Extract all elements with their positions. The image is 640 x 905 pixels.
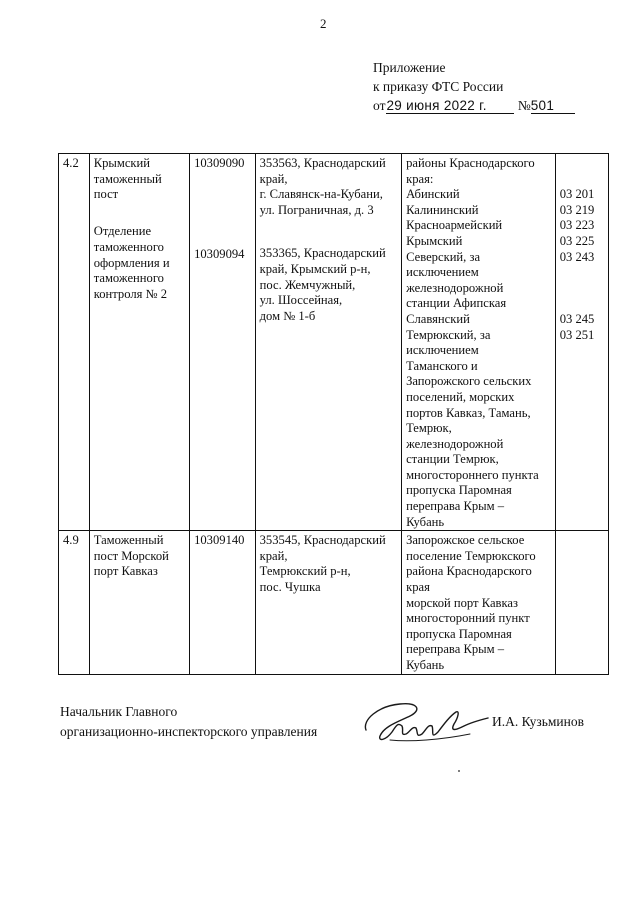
oktmo-code	[560, 265, 605, 281]
scan-dot	[458, 770, 460, 772]
oktmo-code: 03 201	[559, 187, 595, 202]
oktmo-code	[560, 172, 605, 188]
post-code-cell	[190, 531, 256, 674]
page-number: 2	[320, 16, 327, 31]
order-date: 29 июня 2022 г.	[386, 98, 514, 114]
appendix-title: Приложение	[373, 60, 446, 75]
table-row	[59, 531, 609, 674]
table-row	[59, 154, 609, 531]
date-prefix: от	[373, 98, 386, 113]
post-address: 353563, Краснодарский край, г. Славянск-на-Кубани, ул. Пограничная, д. 3	[259, 156, 386, 217]
jurisdiction-areas-cell	[402, 531, 556, 674]
oktmo-code	[560, 296, 605, 312]
oktmo-code	[560, 281, 605, 297]
appendix-header	[373, 58, 575, 115]
post-name-cell	[89, 531, 189, 674]
oktmo-code: 03 245	[559, 311, 595, 326]
order-reference: к приказу ФТС России	[373, 79, 504, 94]
oktmo-code: 03 243	[559, 249, 595, 264]
order-number: 501	[531, 98, 575, 114]
post-name-cell	[89, 154, 189, 531]
post-code-cell	[190, 154, 256, 531]
oktmo-code: 03 223	[559, 218, 595, 233]
oktmo-code: 03 251	[559, 327, 595, 342]
jurisdiction-areas-cell	[402, 154, 556, 531]
customs-posts-table	[58, 153, 609, 675]
oktmo-code: 03 225	[559, 233, 595, 248]
signer-name: И.А. Кузьминов	[492, 714, 584, 729]
position-line: организационно-инспекторского управления	[60, 724, 318, 739]
post-address: 353365, Краснодарский край, Крымский р-н, пос. Жемчужный, ул. Шоссейная, дом № 1-б	[259, 246, 386, 323]
post-code: 10309094	[194, 246, 245, 261]
post-code: 10309090	[194, 156, 245, 170]
oktmo-code	[560, 156, 605, 172]
order-date-number	[373, 96, 575, 115]
oktmo-codes-cell	[555, 531, 608, 674]
post-name: Отделение таможенного оформления и таможенного контроля № 2	[93, 224, 170, 301]
post-address-cell	[255, 531, 401, 674]
handwritten-signature	[360, 696, 492, 750]
number-prefix: №	[517, 98, 531, 113]
position-line: Начальник Главного	[60, 704, 178, 719]
jurisdiction-areas: районы Краснодарского края: Абинский Калининский Красноармейский Крымский Северский, за исключением железнодорожной станции Афипская Славянский Темрюкский, за исключением Таманского и Запорожского сельских поселений, морских портов Кавказ, Тамань, Темрюк, железнодорожной станции Темрюк, многостороннего пункта пропуска Паромная переправа Крым – Кубань	[406, 156, 539, 529]
signatory-position	[60, 702, 317, 742]
jurisdiction-areas: Запорожское сельское поселение Темрюкского района Краснодарского края морской порт Кавказ многосторонний пункт пропуска Паромная переправа Крым – Кубань	[406, 533, 536, 672]
oktmo-codes-cell	[555, 154, 608, 531]
post-code: 10309140	[194, 533, 245, 548]
post-address: 353545, Краснодарский край, Темрюкский р-н, пос. Чушка	[259, 533, 386, 595]
post-name: Таможенный пост Морской порт Кавказ	[93, 533, 169, 579]
row-number: 4.9	[59, 531, 90, 674]
oktmo-code: 03 219	[559, 202, 595, 217]
post-address-cell	[255, 154, 401, 531]
row-number: 4.2	[59, 154, 90, 531]
post-name: Крымский таможенный пост	[93, 156, 162, 202]
